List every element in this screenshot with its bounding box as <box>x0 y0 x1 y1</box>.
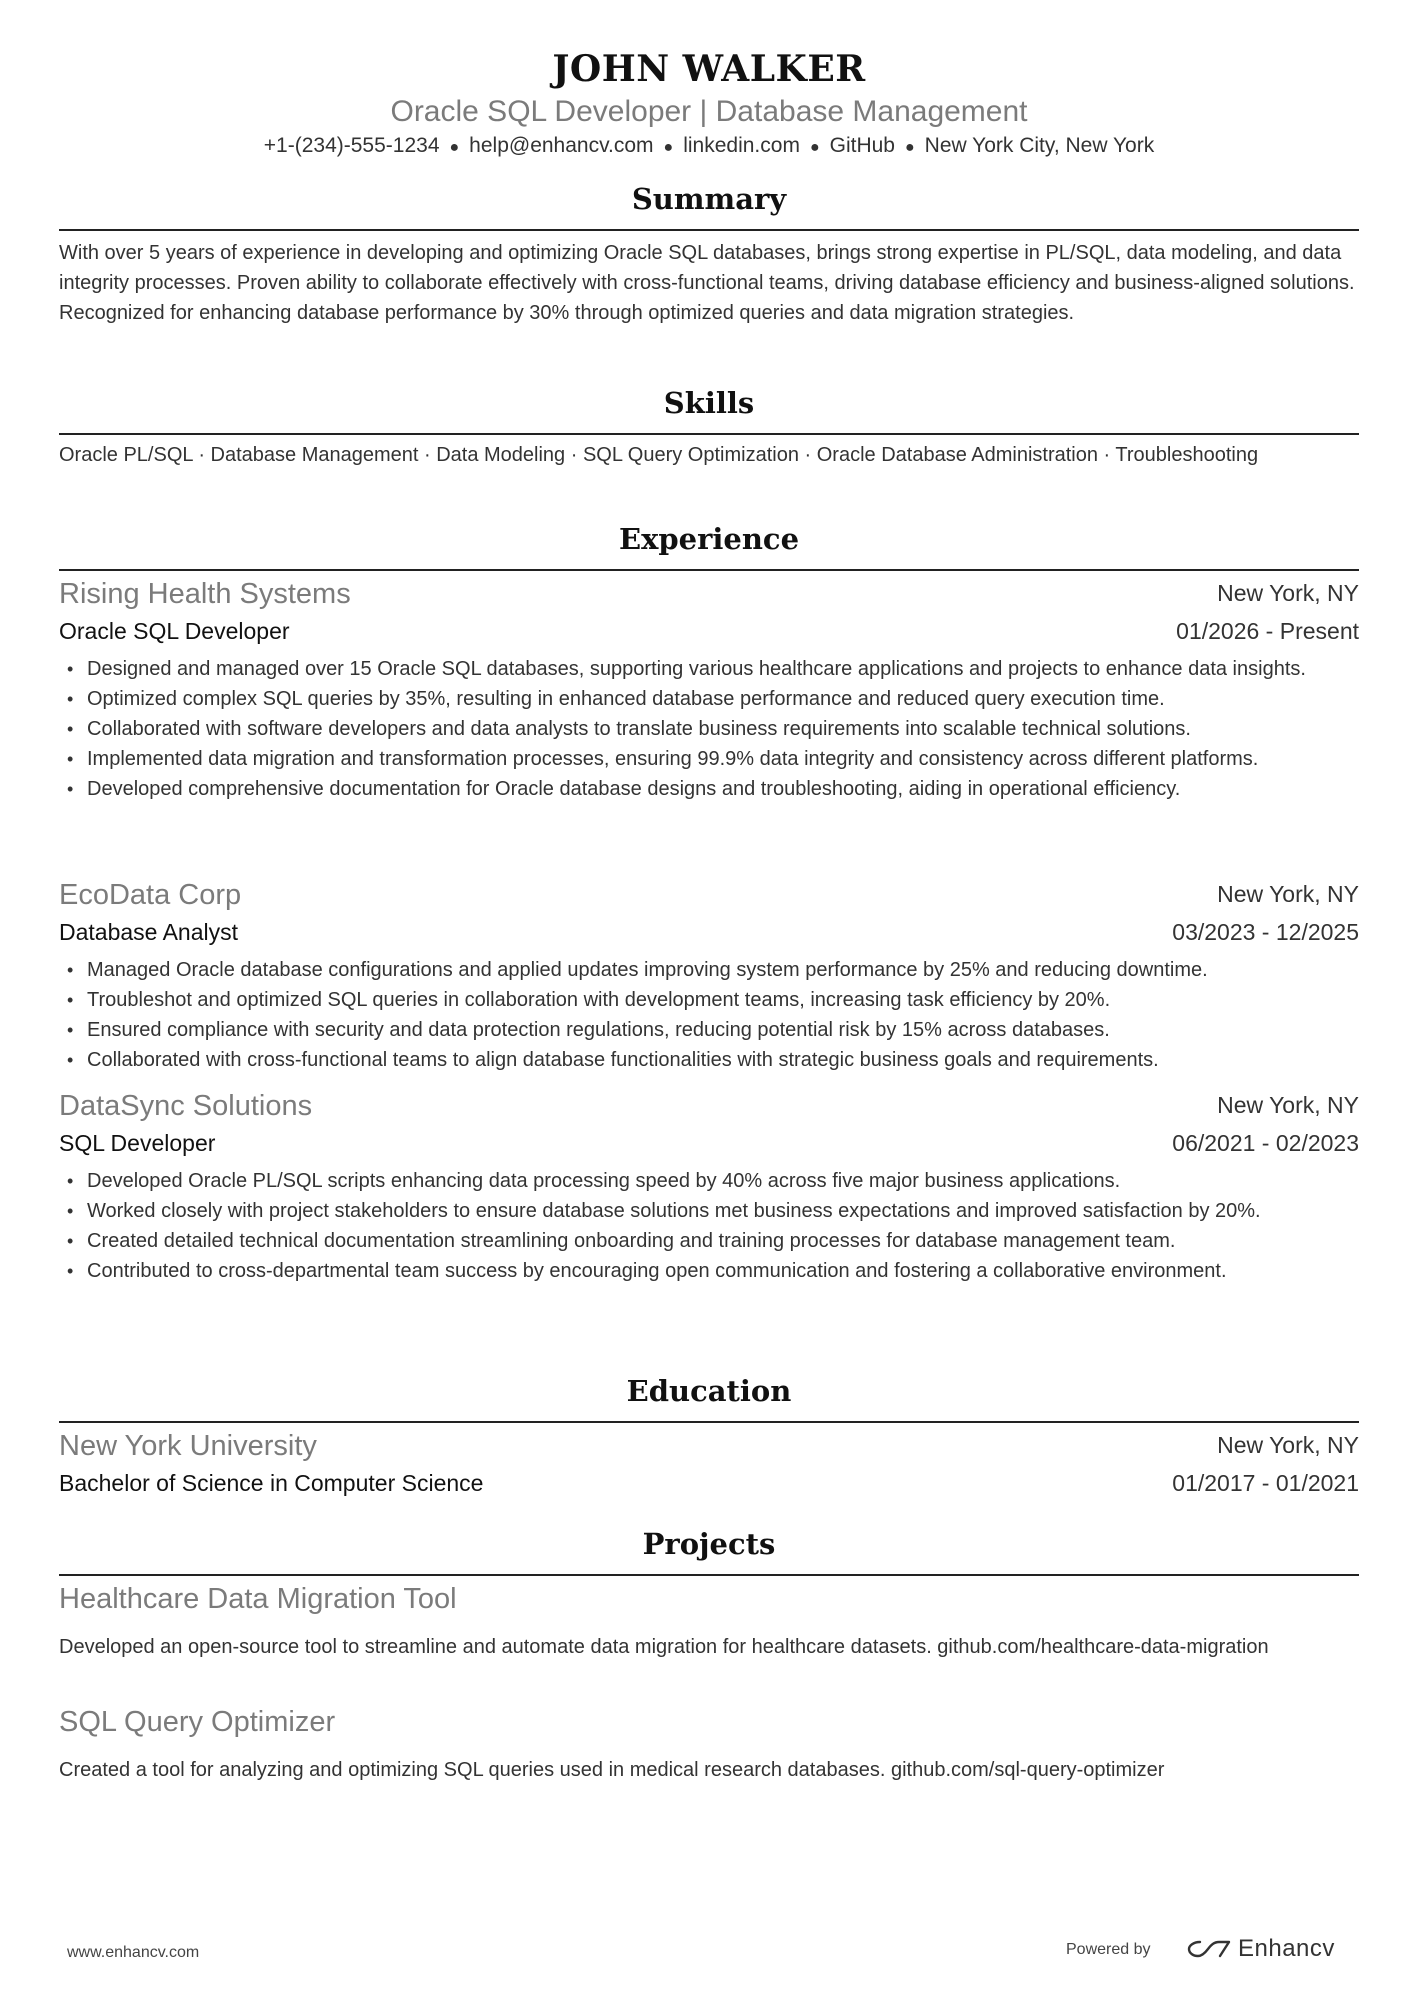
contact-email[interactable]: help@enhancv.com <box>469 134 654 157</box>
skills-heading: Skills <box>663 386 755 420</box>
job-dates: 01/2026 - Present <box>1176 618 1359 644</box>
contact-linkedin[interactable]: linkedin.com <box>683 134 800 157</box>
separator-dot: ● <box>663 139 674 156</box>
job-company: Rising Health Systems <box>59 578 351 610</box>
job-company: DataSync Solutions <box>59 1090 313 1122</box>
job-location: New York, NY <box>1217 580 1359 606</box>
list-item: • Developed comprehensive documentation for Oracle database designs and troubleshooting, aiding in operational efficiency. <box>59 774 1359 804</box>
candidate-tagline: Oracle SQL Developer | Database Management <box>390 95 1028 128</box>
list-item: • Troubleshot and optimized SQL queries in collaboration with development teams, increasing task efficiency by 20%. <box>59 985 1359 1015</box>
education-degree: Bachelor of Science in Computer Science <box>59 1470 484 1496</box>
job-dates: 06/2021 - 02/2023 <box>1172 1130 1359 1156</box>
separator-dot: ● <box>904 139 915 156</box>
job-location: New York, NY <box>1217 881 1359 907</box>
summary-heading: Summary <box>631 182 787 216</box>
footer-powered-by: Powered by <box>1066 1941 1151 1958</box>
contact-line <box>59 134 1359 158</box>
job-company: EcoData Corp <box>59 879 242 911</box>
contact-location: New York City, New York <box>924 134 1155 157</box>
projects-heading: Projects <box>642 1527 776 1561</box>
separator-dot: ● <box>809 139 820 156</box>
education-heading: Education <box>626 1374 792 1408</box>
job-title: Database Analyst <box>59 919 239 945</box>
summary-text: With over 5 years of experience in developing and optimizing Oracle SQL databases, brings strong expertise in PL/SQL, data modeling, and data integrity processes. Proven ability to collaborate effectively with cross-functional teams, driving database efficiency and business-aligned solutions. Recognized for enhancing database performance by 30% through optimized queries and data migration strategies. <box>59 242 1355 324</box>
list-item: • Collaborated with cross-functional teams to align database functionalities with strategic business goals and requirements. <box>59 1045 1359 1075</box>
experience-heading: Experience <box>618 522 800 556</box>
job-location: New York, NY <box>1217 1092 1359 1118</box>
resume-page <box>59 0 1359 1995</box>
list-item: • Designed and managed over 15 Oracle SQL databases, supporting various healthcare applications and projects to enhance data insights. <box>59 654 1359 684</box>
skills-list: Oracle PL/SQL · Database Management · Data Modeling · SQL Query Optimization · Oracle Database Administration · Troubleshooting <box>59 444 1259 466</box>
section-divider <box>59 569 1359 571</box>
project-title: SQL Query Optimizer <box>59 1706 336 1738</box>
job-title: Oracle SQL Developer <box>59 618 290 644</box>
job-bullets <box>59 955 1359 1075</box>
section-divider <box>59 1421 1359 1423</box>
education-location: New York, NY <box>1217 1432 1359 1458</box>
job-bullets <box>59 654 1359 804</box>
list-item: • Collaborated with software developers and data analysts to translate business requirements into scalable technical solutions. <box>59 714 1359 744</box>
project-description: Created a tool for analyzing and optimizing SQL queries used in medical research databases. github.com/sql-query-optimizer <box>59 1759 1165 1781</box>
list-item: • Contributed to cross-departmental team success by encouraging open communication and fostering a collaborative environment. <box>59 1256 1359 1286</box>
enhancv-logo[interactable] <box>1186 1934 1346 1964</box>
job-dates: 03/2023 - 12/2025 <box>1172 919 1359 945</box>
list-item: • Created detailed technical documentation streamlining onboarding and training processes for database management team. <box>59 1226 1359 1256</box>
list-item: • Managed Oracle database configurations and applied updates improving system performance by 25% and reducing downtime. <box>59 955 1359 985</box>
separator-dot: ● <box>449 139 460 156</box>
section-divider <box>59 229 1359 231</box>
list-item: • Worked closely with project stakeholders to ensure database solutions met business expectations and improved satisfaction by 20%. <box>59 1196 1359 1226</box>
project-description: Developed an open-source tool to streamline and automate data migration for healthcare datasets. github.com/healthcare-data-migration <box>59 1636 1269 1658</box>
enhancv-brand-name: Enhancv <box>1238 1935 1335 1962</box>
job-title: SQL Developer <box>59 1130 216 1156</box>
contact-phone[interactable]: +1-(234)-555-1234 <box>263 134 440 157</box>
list-item: • Implemented data migration and transformation processes, ensuring 99.9% data integrity and consistency across different platforms. <box>59 744 1359 774</box>
enhancv-logo-icon <box>1186 1937 1232 1961</box>
candidate-name: JOHN WALKER <box>552 48 866 90</box>
list-item: • Ensured compliance with security and data protection regulations, reducing potential risk by 15% across databases. <box>59 1015 1359 1045</box>
education-dates: 01/2017 - 01/2021 <box>1172 1470 1359 1496</box>
list-item: • Optimized complex SQL queries by 35%, resulting in enhanced database performance and reduced query execution time. <box>59 684 1359 714</box>
footer-website-link[interactable]: www.enhancv.com <box>67 1944 200 1961</box>
section-divider <box>59 433 1359 435</box>
job-bullets <box>59 1166 1359 1286</box>
project-title: Healthcare Data Migration Tool <box>59 1583 457 1615</box>
list-item: • Developed Oracle PL/SQL scripts enhancing data processing speed by 40% across five major business applications. <box>59 1166 1359 1196</box>
section-divider <box>59 1574 1359 1576</box>
contact-github[interactable]: GitHub <box>829 134 895 157</box>
education-school: New York University <box>59 1430 317 1462</box>
